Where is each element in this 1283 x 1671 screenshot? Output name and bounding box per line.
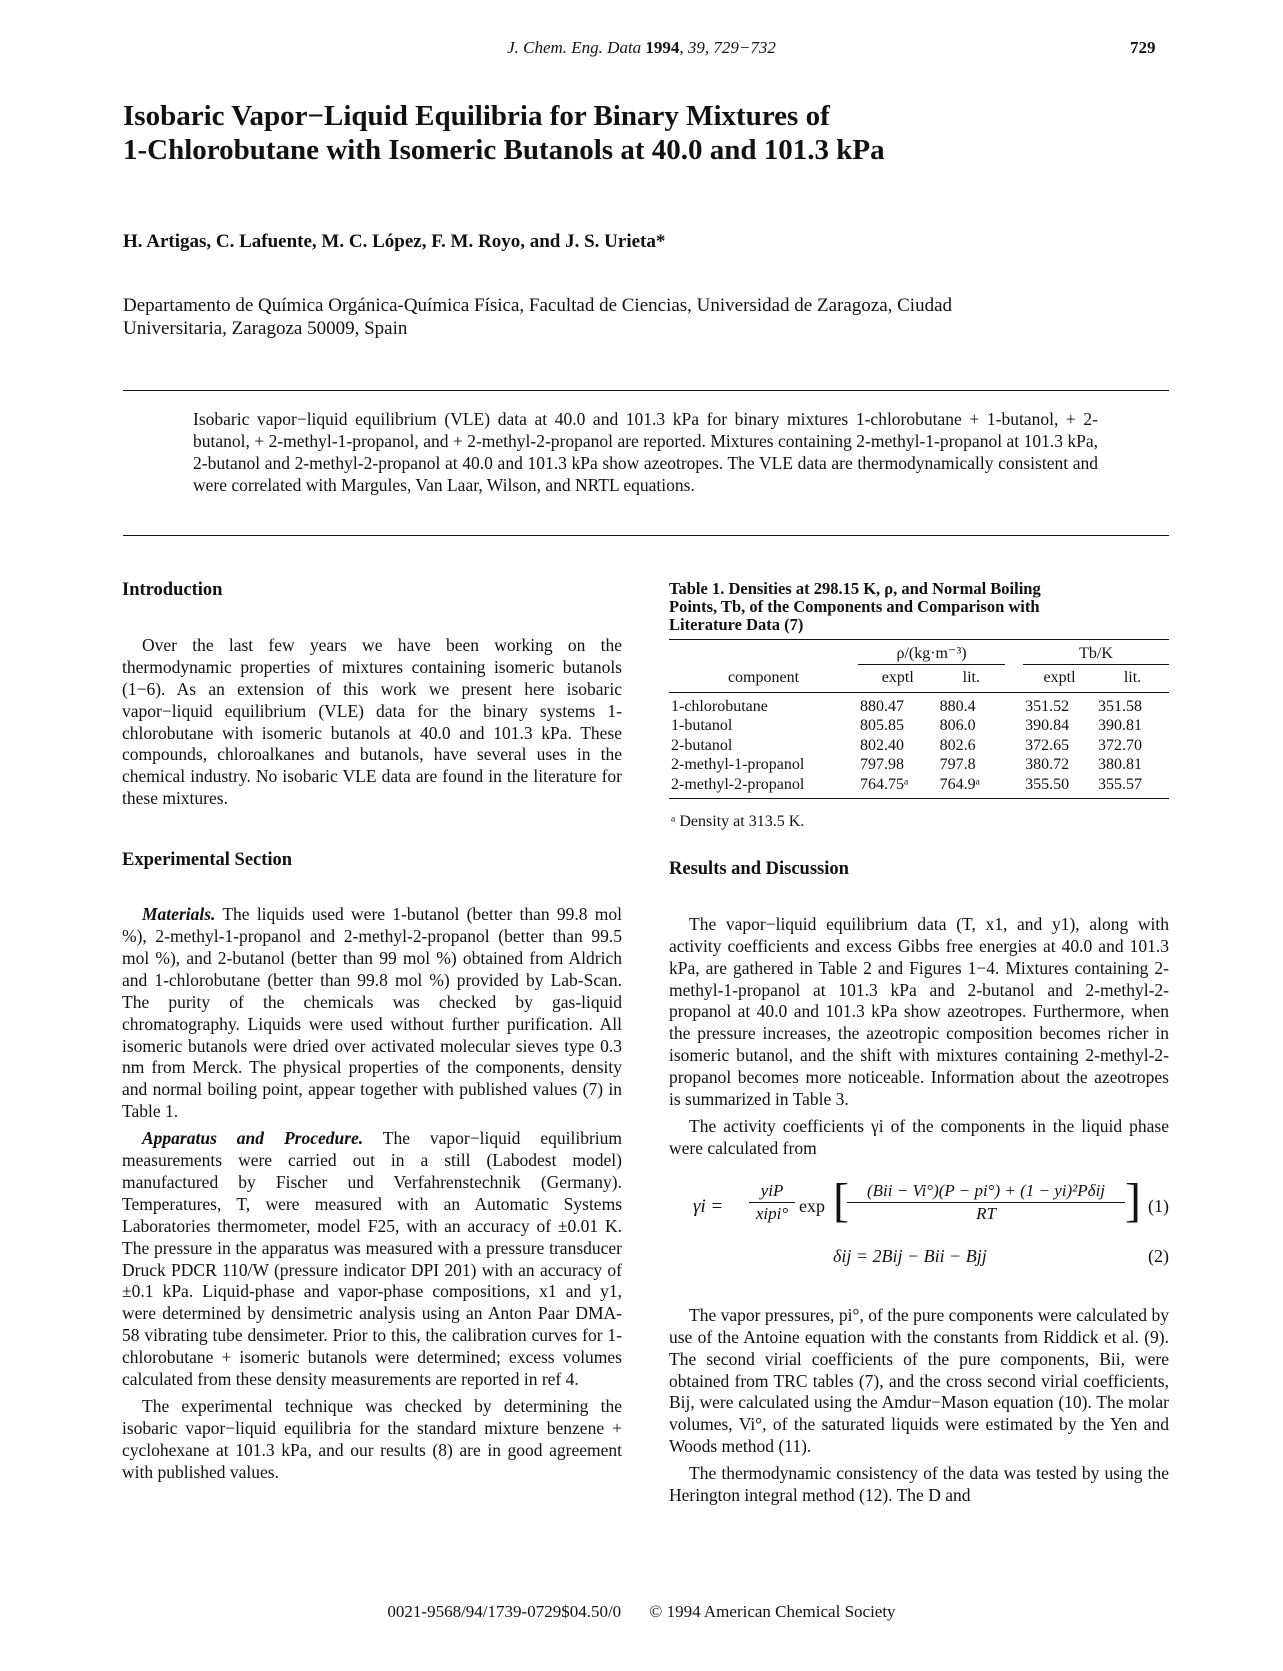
- table1-cell: 802.40: [860, 736, 904, 754]
- table1-cell: 351.58: [1098, 697, 1143, 715]
- eq1-bracket-numerator: (Bii − Vi°)(P − pi°) + (1 − yi)²Pδij: [847, 1180, 1125, 1203]
- table1-group-tb: Tb/K: [1023, 640, 1169, 665]
- table1-cell: 355.50: [1025, 775, 1070, 793]
- abstract-bottom-rule: [123, 535, 1169, 536]
- table1-cell: 2-methyl-1-propanol: [671, 756, 805, 773]
- results-paragraph-3: The vapor pressures, pi°, of the pure components were calculated by use of the Antoine equation with the constants from Riddick et al. (9). The second virial coefficients of the pure components, Bii, were obtained from TRC tables (7), and the cross second virial coefficients, Bij, were calculated using the Amdur−Mason equation (10). The molar volumes, Vi°, of the saturated liquids were estimated by the Yen and Woods method (11).: [669, 1304, 1169, 1457]
- table1-cell: 390.84: [1025, 717, 1070, 734]
- table1-caption-line-2: Points, Tb, of the Components and Comparison with: [669, 597, 1040, 616]
- equation-2: [669, 1244, 1169, 1274]
- apparatus-text: The vapor−liquid equilibrium measurements were carried out in a still (Labodest model) manufactured by Fischer und Verfahrenstechnik (Germany). Temperatures, T, were measured with an Automatic Systems Laboratories thermometer, model F25, with an accuracy of ±0.01 K. The pressure in the apparatus was measured with a pressure transducer Druck PDCR 110/W (pressure indicator DPI 201) with an accuracy of ±0.1 kPa. Liquid-phase and vapor-phase compositions, x1 and y1, were determined by densimetric analysis using an Anton Paar DMA-58 vibrating tube densimeter. Prior to this, the calibration curves for 1-chlorobutane + isomeric butanols were determined; excess volumes calculated from these density measurements are reported in ref 4.: [122, 1128, 622, 1390]
- abstract: Isobaric vapor−liquid equilibrium (VLE) data at 40.0 and 101.3 kPa for binary mixtures 1-chlorobutane + 1-butanol, + 2-butanol, + 2-methyl-1-propanol, and + 2-methyl-2-propanol are reported. Mixtures containing 2-methyl-1-propanol at 101.3 kPa, 2-butanol and 2-methyl-2-propanol at 40.0 and 101.3 kPa show azeotropes. The VLE data are thermodynamically consistent and were correlated with Margules, Van Laar, Wilson, and NRTL equations.: [193, 409, 1098, 495]
- affiliation-line-2: Universitaria, Zaragoza 50009, Spain: [123, 318, 408, 339]
- affiliation: [123, 294, 1163, 340]
- journal-volume-pages: , 39, 729−732: [679, 38, 776, 57]
- table1-cell: 2-butanol: [671, 736, 733, 754]
- eq1-bracket-denominator: RT: [976, 1203, 996, 1223]
- materials-paragraph: [122, 904, 622, 1123]
- eq1-bracket-fraction: [847, 1180, 1125, 1225]
- eq1-lhs: γi =: [693, 1195, 724, 1217]
- footer-copyright: © 1994 American Chemical Society: [649, 1602, 896, 1621]
- table-row: [669, 755, 1169, 775]
- eq1-denominator: xipi°: [755, 1203, 789, 1223]
- table1-cell: 2-methyl-2-propanol: [671, 775, 805, 793]
- table1-cell: 1-butanol: [671, 717, 733, 734]
- journal-name: J. Chem. Eng. Data: [507, 38, 642, 57]
- eq2-text: δij = 2Bij − Bii − Bjj: [833, 1245, 987, 1266]
- authors: H. Artigas, C. Lafuente, M. C. López, F. M. Royo, and J. S. Urieta*: [123, 231, 666, 252]
- page-footer: [0, 1602, 1283, 1622]
- table1-cell: 880.47: [860, 697, 904, 715]
- table-row: [669, 736, 1169, 756]
- table1-col-rho-exptl: exptl: [881, 669, 914, 687]
- table-row: [669, 775, 1169, 799]
- table1-cell: 797.98: [860, 756, 904, 773]
- table1-cell: 380.72: [1025, 756, 1070, 773]
- table1-group-density: ρ/(kg·m⁻³): [858, 640, 1005, 665]
- introduction-paragraph: Over the last few years we have been working on the thermodynamic properties of mixtures containing isomeric butanols (1−6). As an extension of this work we present here isobaric vapor−liquid equilibrium (VLE) data for the binary systems 1-chlorobutane with isomeric butanols at 40.0 and 101.3 kPa. These compounds, chloroalkanes and butanols, have several uses in the chemical industry. No isobaric VLE data are found in the literature for these mixtures.: [122, 634, 622, 809]
- table1-cell: 351.52: [1025, 697, 1070, 715]
- apparatus-runin: Apparatus and Procedure.: [142, 1128, 364, 1149]
- journal-citation: [0, 38, 1283, 58]
- table1-cell: 797.8: [939, 756, 976, 773]
- table1-cell: 802.6: [939, 736, 976, 754]
- table1-cell: 805.85: [860, 717, 904, 734]
- eq1-exp: exp: [799, 1195, 825, 1216]
- title-line-2: 1-Chlorobutane with Isomeric Butanols at 40.0 and 101.3 kPa: [123, 134, 885, 166]
- title-line-1: Isobaric Vapor−Liquid Equilibria for Binary Mixtures of: [123, 100, 830, 132]
- paper-title: [123, 99, 1183, 167]
- journal-year: 1994: [645, 38, 680, 57]
- right-column: [669, 580, 1169, 1507]
- table1: [669, 639, 1169, 799]
- table1-footnote: ᵃ Density at 313.5 K.: [671, 813, 805, 830]
- footer-code: 0021-9568/94/1739-0729$04.50/0: [387, 1602, 622, 1621]
- materials-runin: Materials.: [142, 904, 216, 925]
- table1-cell: 372.70: [1098, 736, 1143, 754]
- table1-cell: 372.65: [1025, 736, 1070, 754]
- table1-col-component: component: [727, 669, 800, 686]
- results-paragraph-4: The thermodynamic consistency of the data was tested by using the Herington integral method (12). The D and: [669, 1463, 1169, 1506]
- table1-caption: [669, 580, 1169, 634]
- eq1-label: (1): [1148, 1195, 1169, 1216]
- table1-cell: 806.0: [939, 717, 976, 734]
- results-heading: Results and Discussion: [669, 858, 849, 879]
- experimental-heading: Experimental Section: [122, 850, 293, 871]
- table1-col-tb-exptl: exptl: [1043, 669, 1076, 687]
- left-column: [122, 580, 622, 1484]
- table1-cell: 355.57: [1098, 775, 1143, 793]
- results-paragraph-2: The activity coefficients γi of the components in the liquid phase were calculated from: [669, 1115, 1169, 1158]
- materials-text: The liquids used were 1-butanol (better than 99.8 mol %), 2-methyl-1-propanol and 2-methyl-2-propanol (better than 99.5 mol %), and 2-butanol (better than 99 mol %) obtained from Aldrich and 1-chlorobutane (better than 99.8 mol %) provided by Lab-Scan. The purity of the chemicals was checked by gas-liquid chromatography. Liquids were used without further purification. All isomeric butanols were dried over activated molecular sieves type 0.3 nm from Merck. The physical properties of the components, density and normal boiling point, appear together with published values (7) in Table 1.: [122, 904, 622, 1122]
- eq1-right-bracket: ]: [1125, 1173, 1141, 1227]
- table1-caption-line-1: Table 1. Densities at 298.15 K, ρ, and Normal Boiling: [669, 579, 1041, 598]
- results-paragraph-1: The vapor−liquid equilibrium data (T, x1, and y1), along with activity coefficients and excess Gibbs free energies at 40.0 and 101.3 kPa, are gathered in Table 2 and Figures 1−4. Mixtures containing 2-methyl-1-propanol at 101.3 kPa and 2-butanol and 2-methyl-2-propanol at 40.0 and 101.3 kPa show azeotropes. Furthermore, when the pressure increases, the azeotropic composition becomes richer in isomeric butanol, and the shift with mixtures containing 2-methyl-2-propanol becomes more noticeable. Information about the azeotropes is summarized in Table 3.: [669, 913, 1169, 1110]
- equation-1: [669, 1173, 1169, 1238]
- eq2-label: (2): [1148, 1245, 1169, 1266]
- table1-cell: 390.81: [1098, 717, 1143, 734]
- table1-col-rho-lit: lit.: [962, 669, 980, 687]
- table1-col-tb-lit: lit.: [1123, 669, 1142, 687]
- apparatus-paragraph: [122, 1128, 622, 1391]
- table-row: [669, 716, 1169, 736]
- page-number: 729: [1130, 38, 1156, 57]
- table1-cell: 880.4: [939, 697, 976, 715]
- table1-cell: 764.9ᵃ: [939, 775, 980, 793]
- table-row: [669, 692, 1169, 716]
- affiliation-line-1: Departamento de Química Orgánica-Química Física, Facultad de Ciencias, Universidad de Zaragoza, Ciudad: [123, 295, 953, 316]
- table1-caption-line-3: Literature Data (7): [669, 615, 804, 634]
- eq1-fraction: [749, 1180, 795, 1225]
- introduction-heading: Introduction: [122, 580, 223, 600]
- abstract-top-rule: [123, 390, 1169, 391]
- table1-cell: 764.75ᵃ: [860, 775, 909, 793]
- technique-paragraph: The experimental technique was checked by determining the isobaric vapor−liquid equilibria for the standard mixture benzene + cyclohexane at 101.3 kPa, and our results (8) are in good agreement with published values.: [122, 1396, 622, 1482]
- eq1-left-bracket: [: [833, 1173, 849, 1227]
- table1-cell: 380.81: [1098, 756, 1143, 773]
- eq1-numerator: yiP: [749, 1180, 795, 1203]
- table1-cell: 1-chlorobutane: [671, 697, 768, 715]
